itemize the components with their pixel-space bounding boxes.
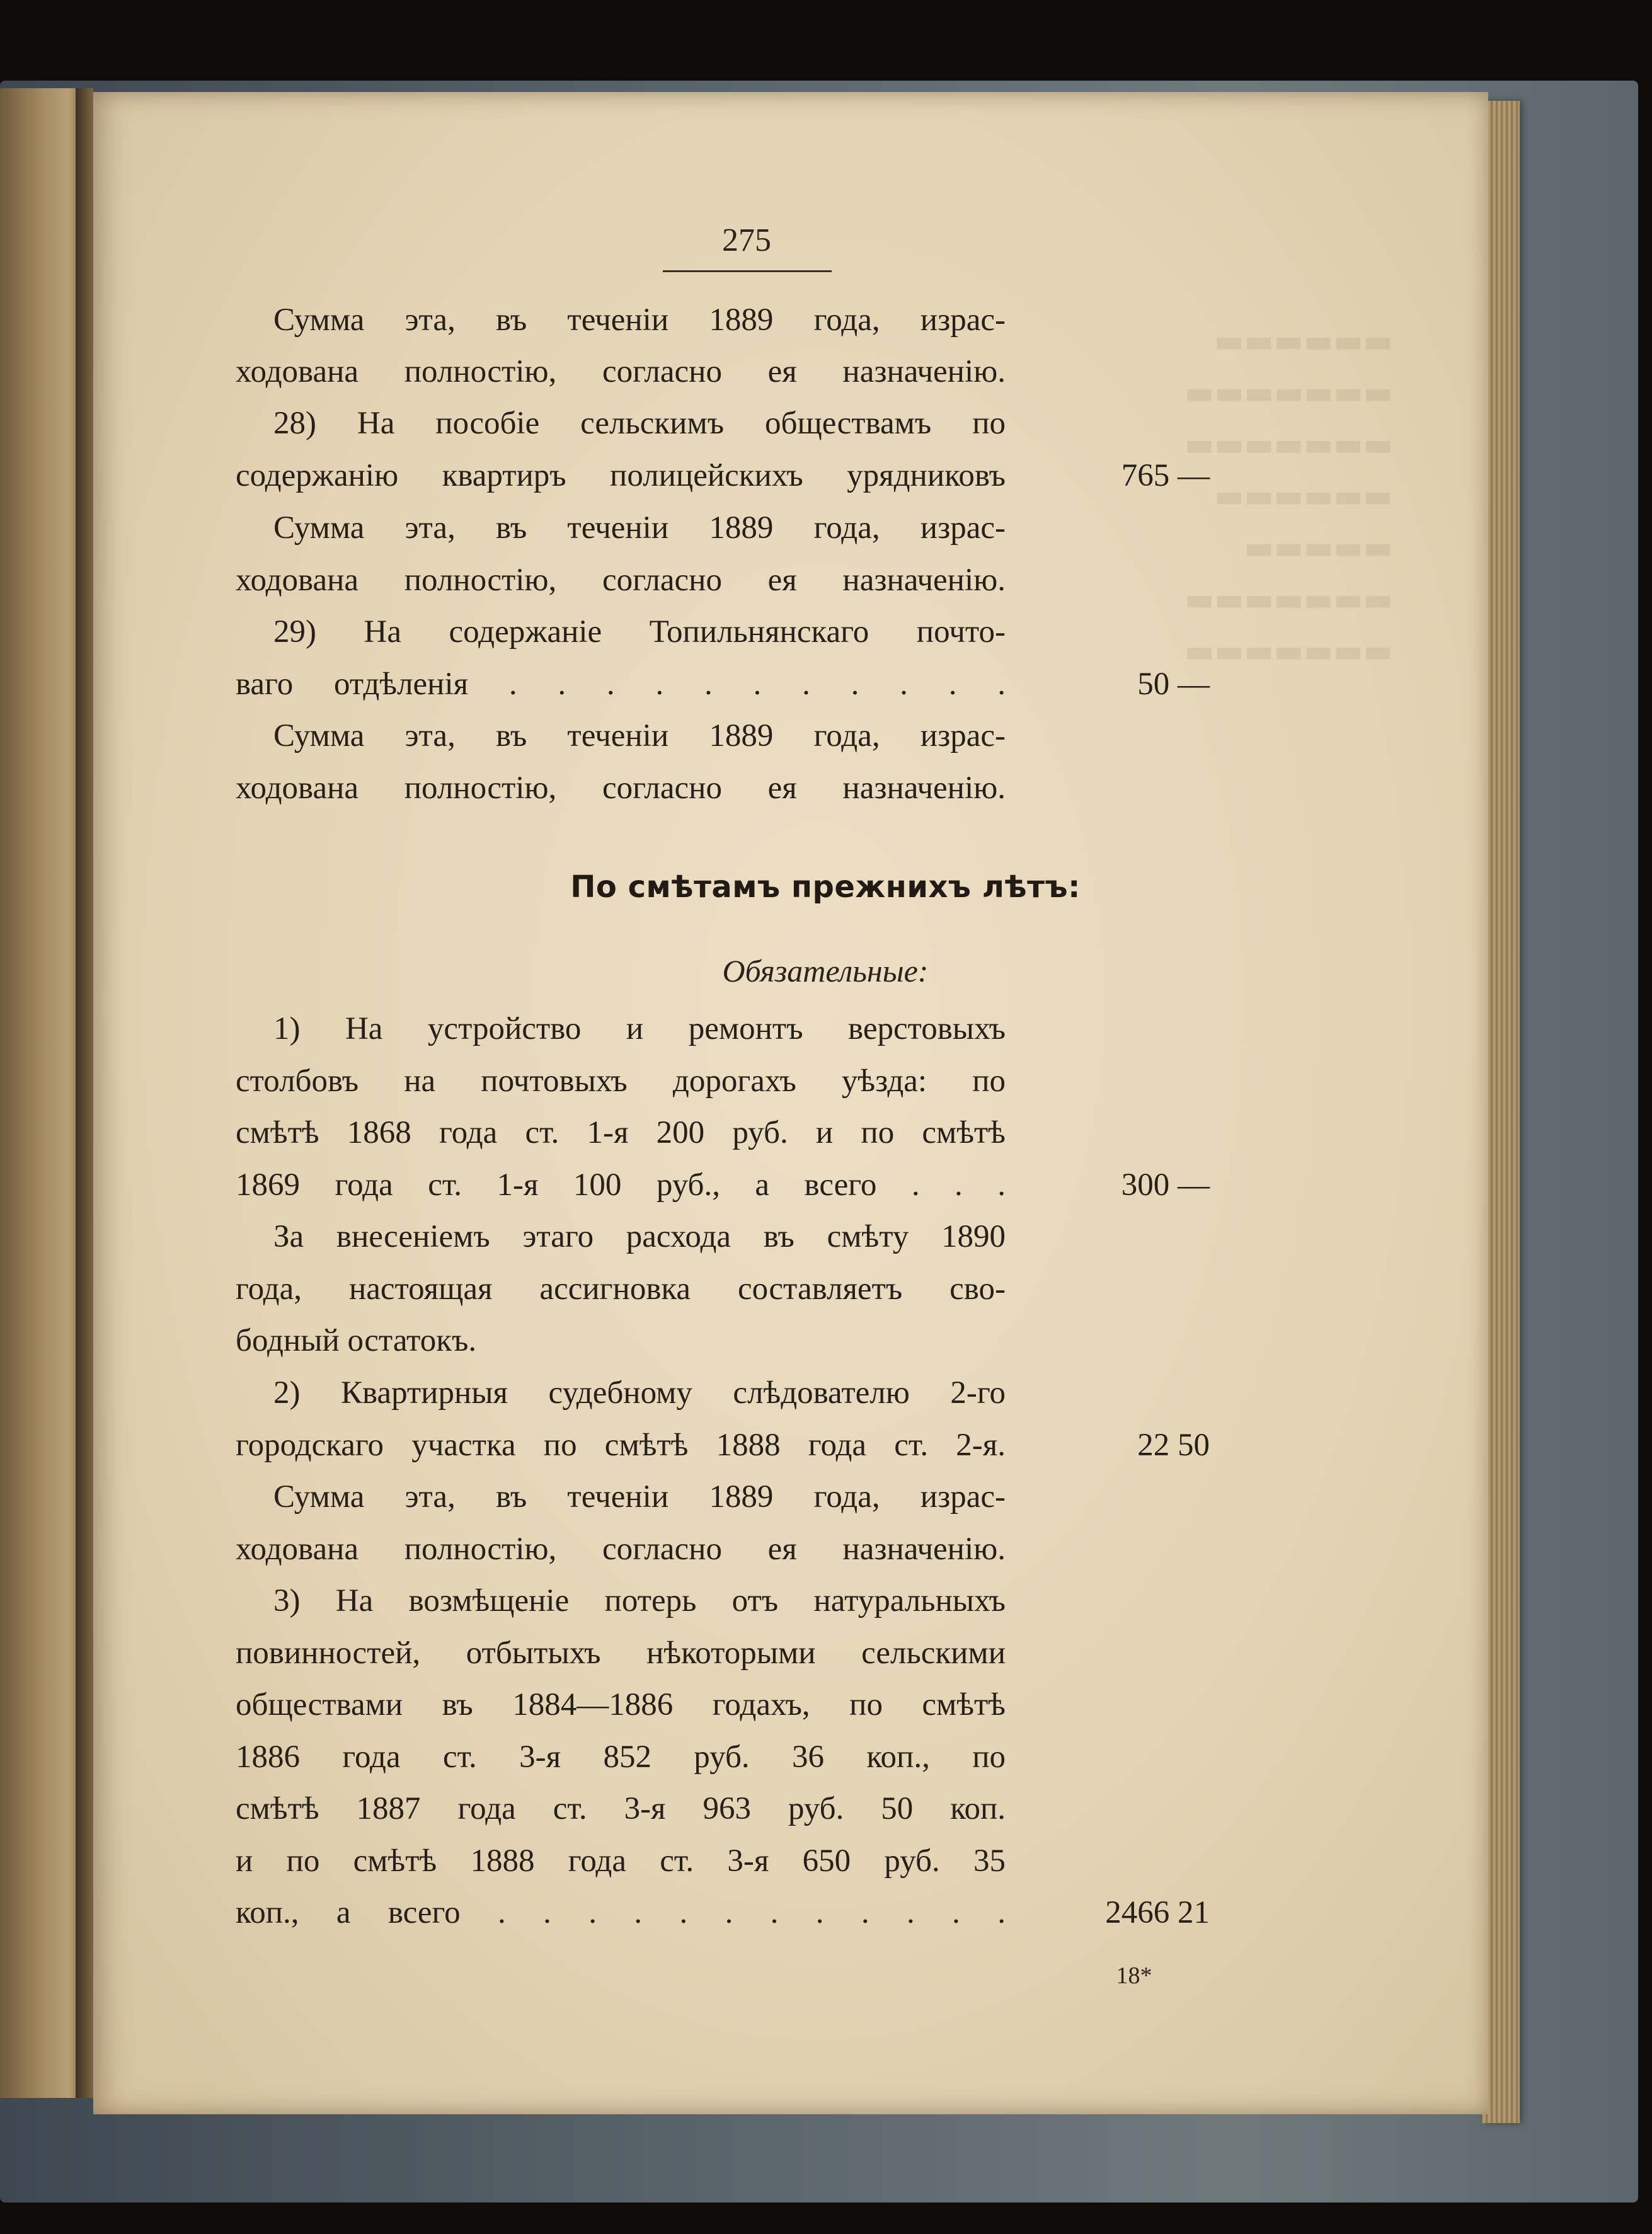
text-line: 29) На содержаніе Топильнянскаго почто- [273, 614, 1006, 650]
text-line: содержанію квартиръ полицейскихъ урядниковъ [236, 458, 1006, 493]
text-line: За внесеніемъ этаго расхода въ смѣту 1890 [273, 1219, 1006, 1254]
text-line: столбовъ на почтовыхъ дорогахъ уѣзда: по [236, 1063, 1006, 1099]
amount-value: 22 50 [1137, 1428, 1210, 1463]
text-line: 2) Квартирныя судебному слѣдователю 2-го [273, 1375, 1006, 1411]
previous-page-edge [0, 88, 81, 2098]
amount-value: 50 — [1137, 667, 1210, 702]
text-line: 1) На устройство и ремонтъ верстовыхъ [273, 1011, 1006, 1046]
text-line: смѣтѣ 1887 года ст. 3-я 963 руб. 50 коп. [236, 1791, 1006, 1826]
text-line: Сумма эта, въ теченіи 1889 года, израс- [273, 510, 1006, 546]
text-line: 3) На возмѣщеніе потерь отъ натуральныхъ [273, 1583, 1006, 1618]
text-line: ходована полностію, согласно ея назначенію. [236, 563, 1006, 598]
text-line: и по смѣтѣ 1888 года ст. 3-я 650 руб. 35 [236, 1843, 1006, 1879]
text-line: коп., а всего . . . . . . . . . . . . [236, 1895, 1006, 1930]
amount-value: 300 — [1121, 1167, 1210, 1203]
text-line: повинностей, отбытыхъ нѣкоторыми сельскими [236, 1635, 1006, 1671]
text-line: 28) На пособіе сельскимъ обществамъ по [273, 406, 1006, 441]
text-line: обществами въ 1884—1886 годахъ, по смѣтѣ [236, 1687, 1006, 1722]
text-line: ходована полностію, согласно ея назначенію. [236, 354, 1006, 389]
page-number: 275 [722, 222, 771, 258]
section-heading: По смѣтамъ прежнихъ лѣтъ: [570, 869, 1081, 905]
text-line: бодный остатокъ. [236, 1323, 477, 1358]
text-line: 1886 года ст. 3-я 852 руб. 36 коп., по [236, 1739, 1006, 1775]
section-subheading: Обязательные: [722, 953, 929, 988]
text-line: Сумма эта, въ теченіи 1889 года, израс- [273, 718, 1006, 753]
text-line: смѣтѣ 1868 года ст. 1-я 200 руб. и по смѣтѣ [236, 1115, 1006, 1150]
signature-mark: 18* [1116, 1962, 1152, 1989]
page-number-rule [663, 270, 832, 272]
amount-value: 765 — [1121, 458, 1210, 493]
text-line: ваго отдѣленія . . . . . . . . . . . [236, 667, 1006, 702]
amount-value: 2466 21 [1105, 1895, 1210, 1930]
text-line: года, настоящая ассигновка составляетъ сво- [236, 1271, 1006, 1307]
text-line: Сумма эта, въ теченіи 1889 года, израс- [273, 1479, 1006, 1515]
text-line: Сумма эта, въ теченіи 1889 года, израс- [273, 302, 1006, 338]
bleed-through-texture: ▬▬▬▬▬▬ ▬▬▬▬▬▬▬ ▬▬▬▬▬▬▬ ▬▬▬▬▬▬ ▬▬▬▬▬ ▬▬▬▬▬▬▬ ▬▬▬▬▬▬▬ [1185, 323, 1393, 669]
text-line: ходована полностію, согласно ея назначенію. [236, 770, 1006, 806]
text-line: городскаго участка по смѣтѣ 1888 года ст. 2-я. [236, 1428, 1006, 1463]
text-line: ходована полностію, согласно ея назначенію. [236, 1532, 1006, 1567]
book-gutter [76, 88, 93, 2098]
text-line: 1869 года ст. 1-я 100 руб., а всего . . . [236, 1167, 1006, 1203]
